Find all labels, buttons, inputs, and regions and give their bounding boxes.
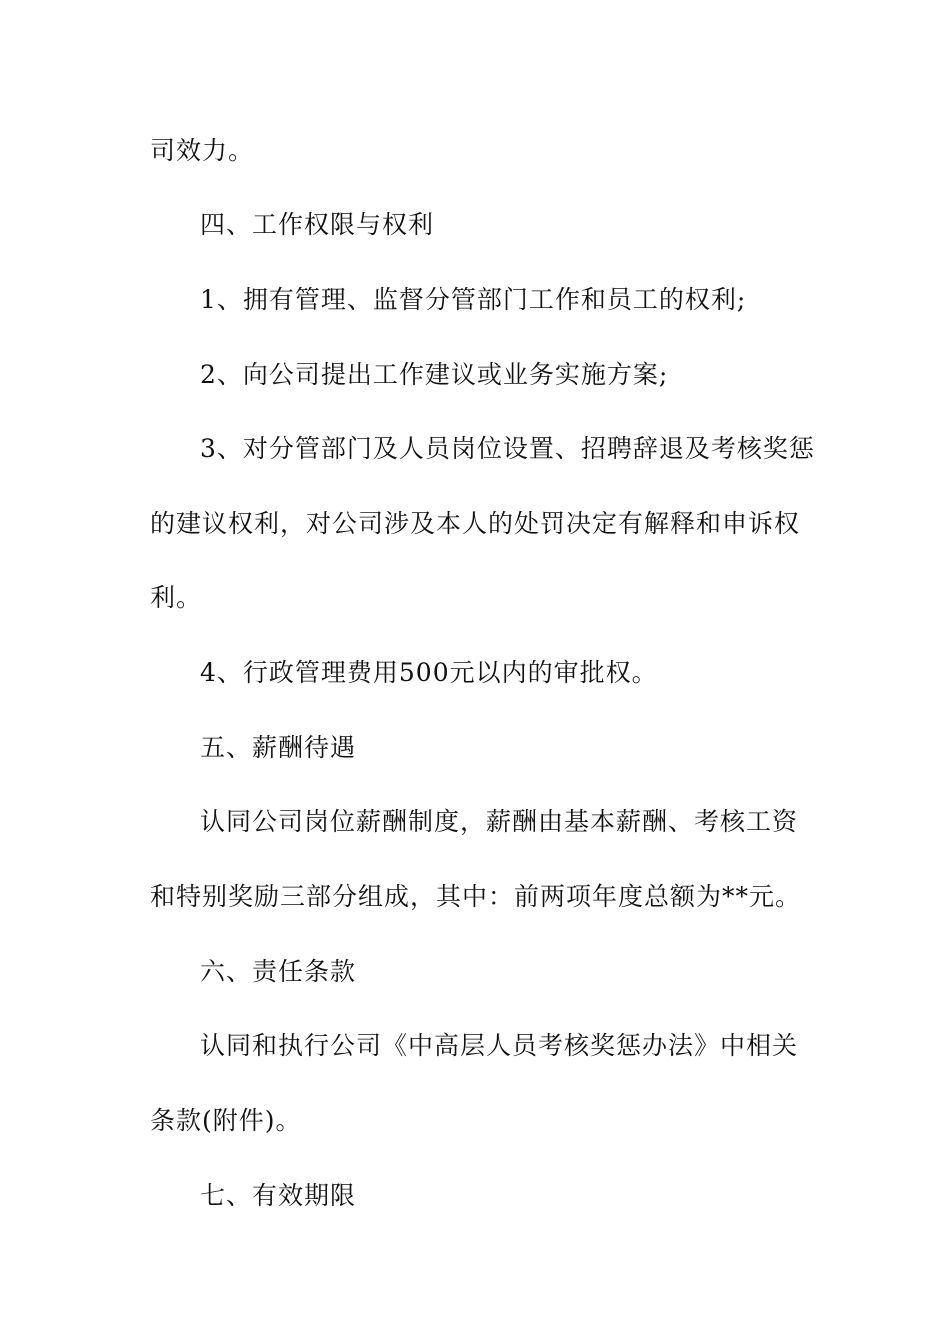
salary-paragraph-line-2: 和特别奖励三部分组成，其中：前两项年度总额为**元。 xyxy=(150,882,802,911)
section-heading-7: 七、有效期限 xyxy=(200,1181,357,1210)
section-heading-5: 五、薪酬待遇 xyxy=(200,733,357,762)
list-item-4: 4、行政管理费用500元以内的审批权。 xyxy=(200,658,658,687)
list-item-3-line-3: 利。 xyxy=(150,583,203,612)
liability-paragraph-line-1: 认同和执行公司《中高层人员考核奖惩办法》中相关 xyxy=(200,1031,799,1060)
section-heading-4: 四、工作权限与权利 xyxy=(200,210,435,239)
list-item-3-line-2: 的建议权利，对公司涉及本人的处罚决定有解释和申诉权 xyxy=(150,509,801,538)
list-item-3-line-1: 3、对分管部门及人员岗位设置、招聘辞退及考核奖惩 xyxy=(200,434,815,463)
salary-paragraph-line-1: 认同公司岗位薪酬制度，薪酬由基本薪酬、考核工资 xyxy=(200,807,799,836)
list-item-2: 2、向公司提出工作建议或业务实施方案; xyxy=(200,360,669,389)
paragraph-continuation: 司效力。 xyxy=(150,136,255,165)
section-heading-6: 六、责任条款 xyxy=(200,957,357,986)
liability-paragraph-line-2: 条款(附件)。 xyxy=(150,1106,302,1135)
list-item-1: 1、拥有管理、监督分管部门工作和员工的权利; xyxy=(200,285,747,314)
